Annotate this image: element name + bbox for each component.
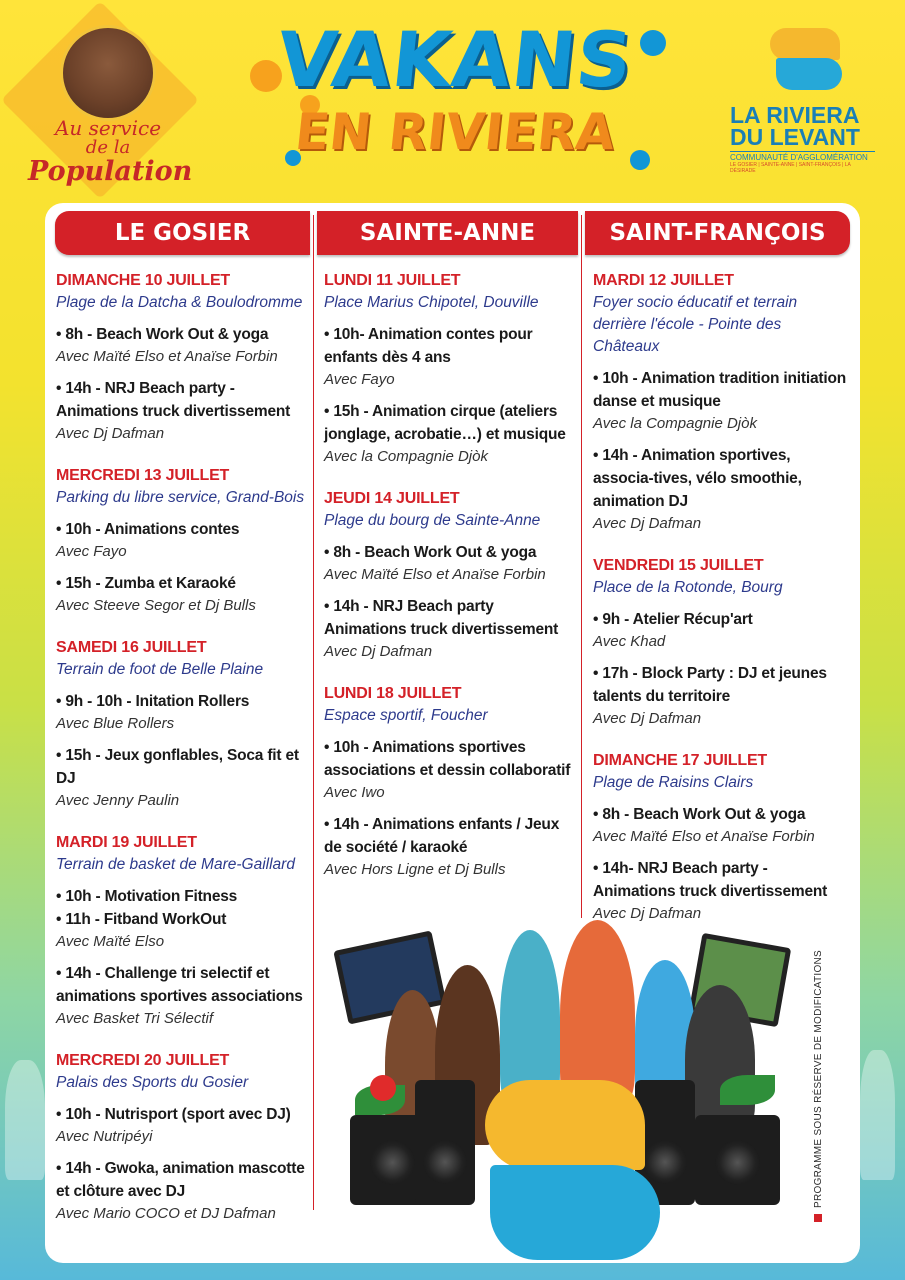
crowd-hand-decoration: [860, 1050, 895, 1180]
day-place: Terrain de foot de Belle Plaine: [56, 661, 264, 678]
dancer-figure: [685, 985, 755, 1135]
activity-host: Avec Maïté Elso: [56, 933, 165, 950]
column-divider: [581, 215, 582, 918]
activity-title: • 8h - Beach Work Out & yoga: [593, 806, 806, 823]
activity-host: Avec Fayo: [324, 371, 395, 388]
activity-title: • 15h - Animation cirque (ateliers jonglage, acrobatie…) et musique: [324, 403, 566, 443]
event-title: [265, 15, 645, 162]
activity-host: Avec Khad: [593, 633, 666, 650]
activity-host: Avec Maïté Elso et Anaïse Forbin: [593, 828, 815, 845]
day-block: [593, 555, 851, 730]
activity-item: [324, 813, 576, 881]
activity-title: • 9h - 10h - Initation Rollers: [56, 693, 250, 710]
title-line-1: VAKANS: [273, 15, 637, 104]
day-date: LUNDI 18 JUILLET: [324, 685, 462, 702]
speaker-icon: [415, 1080, 475, 1205]
column-sainte-anne: [324, 270, 576, 901]
activity-title: • 10h - Motivation Fitness • 11h - Fitband WorkOut: [56, 888, 238, 928]
day-date: DIMANCHE 17 JUILLET: [593, 752, 767, 769]
activity-item: [56, 1157, 308, 1225]
speaker-icon: [695, 1115, 780, 1205]
activity-item: [593, 444, 851, 535]
mascot-portrait-icon: [60, 25, 156, 121]
activity-title: • 9h - Atelier Récup'art: [593, 611, 753, 628]
day-block: [56, 465, 308, 617]
column-saint-francois: [593, 270, 851, 945]
hibiscus-flower-decoration: [370, 1075, 396, 1101]
activity-host: Avec Jenny Paulin: [56, 792, 180, 809]
activity-item: [56, 885, 308, 953]
activity-item: [56, 744, 308, 812]
activity-item: [324, 595, 576, 663]
activity-title: • 14h - Gwoka, animation mascotte et clôture avec DJ: [56, 1160, 305, 1200]
activity-item: [593, 608, 851, 653]
activity-host: Avec la Compagnie Djòk: [593, 415, 757, 432]
day-date: MARDI 19 JUILLET: [56, 834, 197, 851]
title-line-2: EN RIVIERA: [292, 103, 618, 161]
header: [0, 0, 905, 200]
logo-name: [730, 104, 890, 148]
activity-item: [324, 736, 576, 804]
day-place: Espace sportif, Foucher: [324, 707, 488, 724]
activity-title: • 17h - Block Party : DJ et jeunes talents du territoire: [593, 665, 827, 705]
activity-host: Avec Mario COCO et DJ Dafman: [56, 1205, 276, 1222]
slogan-line-1: Au service: [54, 116, 162, 140]
activity-title: • 10h - Animations sportives associations et dessin collaboratif: [324, 739, 571, 779]
day-block: [56, 270, 308, 445]
activity-item: [324, 541, 576, 586]
activity-host: Avec la Compagnie Djòk: [324, 448, 488, 465]
day-place: Place Marius Chipotel, Douville: [324, 294, 539, 311]
logo-communes: LE GOSIER | SAINTE-ANNE | SAINT-FRANÇOIS | LA DÉSIRADE: [730, 162, 851, 174]
day-block: [593, 270, 851, 535]
activity-title: • 14h - Animation sportives, associa-tives, vélo smoothie, animation DJ: [593, 447, 802, 510]
day-block: [324, 270, 576, 468]
day-block: [56, 637, 308, 812]
day-block: [324, 488, 576, 663]
activity-item: [56, 572, 308, 617]
activity-host: Avec Dj Dafman: [593, 905, 702, 922]
column-le-gosier: [56, 270, 308, 1245]
day-date: SAMEDI 16 JUILLET: [56, 639, 207, 656]
activity-item: [593, 803, 851, 848]
activity-title: • 14h - Animations enfants / Jeux de société / karaoké: [324, 816, 560, 856]
logo-subtitle: COMMUNAUTÉ D'AGGLOMÉRATION: [730, 151, 875, 162]
activity-title: • 8h - Beach Work Out & yoga: [56, 326, 269, 343]
day-place: Place de la Rotonde, Bourg: [593, 579, 783, 596]
activity-title: • 10h - Animations contes: [56, 521, 240, 538]
red-square-icon: [814, 1214, 822, 1222]
activity-item: [56, 1103, 308, 1148]
day-place: Palais des Sports du Gosier: [56, 1074, 249, 1091]
activity-title: • 15h - Zumba et Karaoké: [56, 575, 236, 592]
day-block: [56, 832, 308, 1030]
column-header-sainte-anne: SAINTE-ANNE: [317, 211, 578, 255]
day-place: Plage de la Datcha & Boulodromme: [56, 294, 303, 311]
activity-item: [56, 690, 308, 735]
day-block: [324, 683, 576, 881]
activity-item: [593, 662, 851, 730]
activity-host: Avec Steeve Segor et Dj Bulls: [56, 597, 256, 614]
activity-title: • 10h- Animation contes pour enfants dès 4 ans: [324, 326, 533, 366]
day-place: Foyer socio éducatif et terrain derrière l'école - Pointe des Châteaux: [593, 294, 798, 355]
riviera-logo: [730, 28, 890, 174]
day-block: [56, 1050, 308, 1225]
slogan-line-2: de la: [85, 137, 131, 158]
activity-item: [56, 518, 308, 563]
activity-title: • 14h- NRJ Beach party - Animations truck divertissement: [593, 860, 828, 900]
activity-item: [56, 377, 308, 445]
riviera-wave-emblem-top: [485, 1080, 645, 1170]
crowd-hand-decoration: [5, 1060, 45, 1180]
day-date: JEUDI 14 JUILLET: [324, 490, 460, 507]
day-date: MARDI 12 JUILLET: [593, 272, 734, 289]
illustration: [300, 915, 820, 1265]
day-place: Plage de Raisins Clairs: [593, 774, 754, 791]
column-header-saint-francois: SAINT-FRANÇOIS: [585, 211, 850, 255]
slogan: [28, 116, 193, 187]
activity-title: • 10h - Nutrisport (sport avec DJ): [56, 1106, 291, 1123]
activity-host: Avec Iwo: [324, 784, 385, 801]
day-block: [593, 750, 851, 925]
disclaimer-text: PROGRAMME SOUS RÉSERVE DE MODIFICATIONS: [813, 949, 824, 1208]
day-date: DIMANCHE 10 JUILLET: [56, 272, 230, 289]
activity-host: Avec Fayo: [56, 543, 127, 560]
day-date: MERCREDI 20 JUILLET: [56, 1052, 230, 1069]
activity-title: • 15h - Jeux gonflables, Soca fit et DJ: [56, 747, 299, 787]
activity-title: • 14h - NRJ Beach party - Animations truck divertissement: [56, 380, 291, 420]
activity-title: • 8h - Beach Work Out & yoga: [324, 544, 537, 561]
day-date: MERCREDI 13 JUILLET: [56, 467, 230, 484]
activity-host: Avec Basket Tri Sélectif: [56, 1010, 214, 1027]
activity-host: Avec Dj Dafman: [593, 710, 702, 727]
activity-host: Avec Maïté Elso et Anaïse Forbin: [56, 348, 278, 365]
day-place: Plage du bourg de Sainte-Anne: [324, 512, 541, 529]
activity-item: [593, 367, 851, 435]
activity-host: Avec Nutripéyi: [56, 1128, 153, 1145]
day-place: Parking du libre service, Grand-Bois: [56, 489, 305, 506]
activity-host: Avec Maïté Elso et Anaïse Forbin: [324, 566, 546, 583]
activity-title: • 10h - Animation tradition initiation danse et musique: [593, 370, 846, 410]
activity-item: [56, 323, 308, 368]
activity-item: [324, 400, 576, 468]
disclaimer-note: [813, 950, 824, 1222]
activity-item: [56, 962, 308, 1030]
activity-host: Avec Blue Rollers: [56, 715, 175, 732]
day-date: VENDREDI 15 JUILLET: [593, 557, 764, 574]
activity-host: Avec Hors Ligne et Dj Bulls: [324, 861, 506, 878]
column-header-le-gosier: LE GOSIER: [55, 211, 310, 255]
activity-title: • 14h - Challenge tri selectif et animations sportives associations: [56, 965, 303, 1005]
logo-name-line-1: LA RIVIERA: [730, 102, 860, 128]
activity-host: Avec Dj Dafman: [56, 425, 165, 442]
riviera-wave-emblem-bottom: [490, 1165, 660, 1260]
activity-host: Avec Dj Dafman: [593, 515, 702, 532]
day-place: Terrain de basket de Mare-Gaillard: [56, 856, 295, 873]
palm-leaf-decoration: [720, 1075, 775, 1105]
day-date: LUNDI 11 JUILLET: [324, 272, 461, 289]
logo-name-line-2: DU LEVANT: [730, 124, 860, 150]
activity-item: [324, 323, 576, 391]
riviera-wave-logo-icon: [770, 28, 845, 98]
activity-title: • 14h - NRJ Beach party Animations truck divertissement: [324, 598, 559, 638]
slogan-line-3: Population: [28, 155, 193, 187]
activity-host: Avec Dj Dafman: [324, 643, 433, 660]
